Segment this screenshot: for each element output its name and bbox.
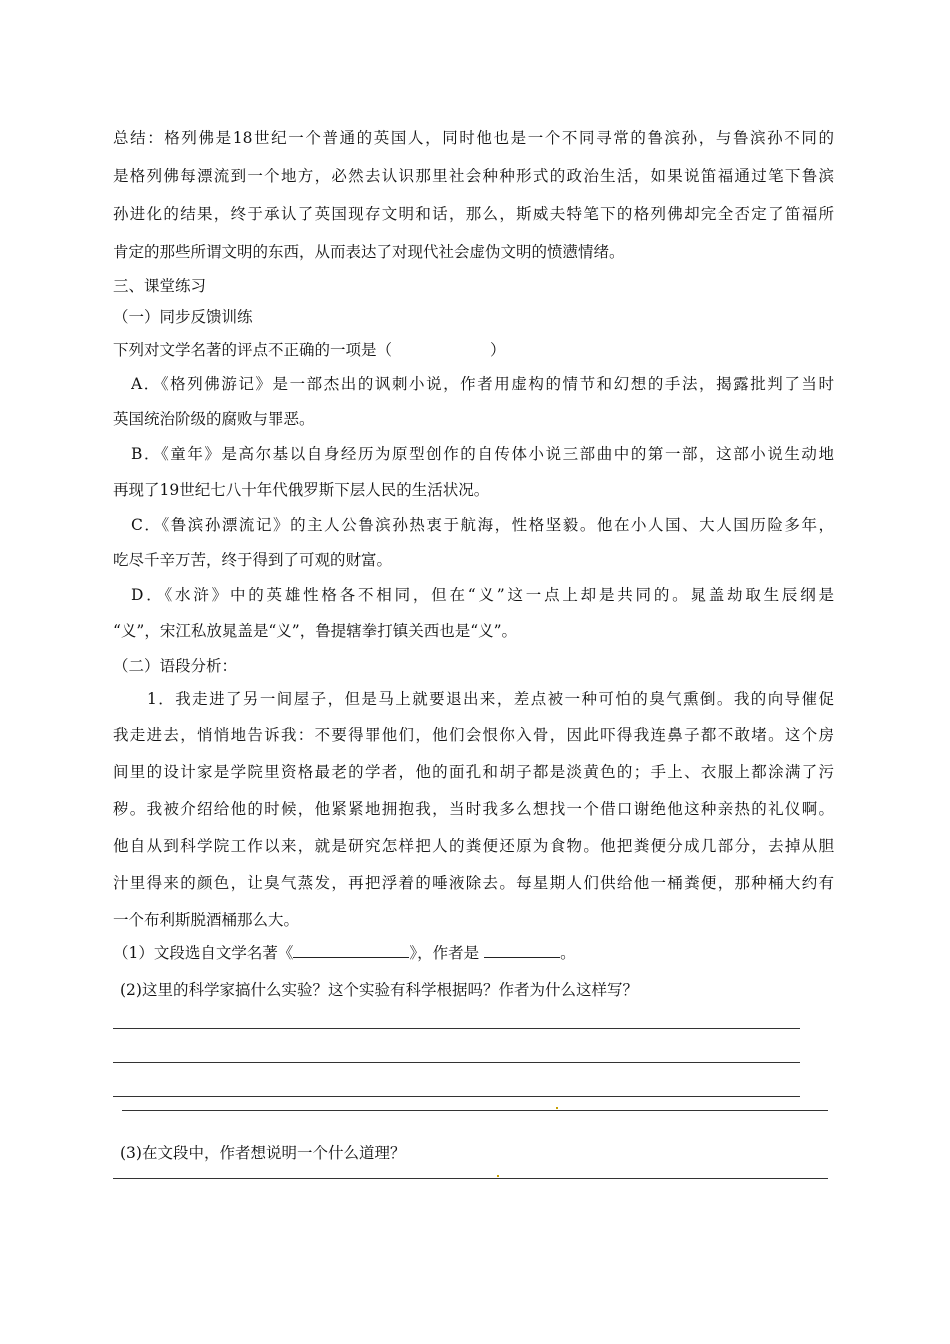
passage-line-1: 1．我走进了另一间屋子，但是马上就要退出来，差点被一种可怕的臭气熏倒。我的向导催促 [147, 690, 834, 708]
summary-line-1: 总结：格列佛是18世纪一个普通的英国人，同时他也是一个不同寻常的鲁滨孙，与鲁滨孙不同的 [113, 129, 834, 147]
passage-line-7: 一个布利斯脱酒桶那么大。 [113, 911, 300, 929]
option-d-line-1: D．《水浒》中的英雄性格各不相同，但在“义”这一点上却是共同的。晁盖劫取生辰纲是 [131, 586, 834, 604]
option-a-line-2: 英国统治阶级的腐败与罪恶。 [113, 410, 315, 428]
passage-line-3: 间里的设计家是学院里资格最老的学者，他的面孔和胡子都是淡黄色的；手上、衣服上都涂满了污 [113, 763, 834, 781]
answer-line-2-4[interactable] [122, 1110, 828, 1111]
answer-line-3-1[interactable] [113, 1178, 828, 1179]
passage-line-5: 他自从到科学院工作以来，就是研究怎样把人的粪便还原为食物。他把粪便分成几部分，去掉从胆 [113, 837, 834, 855]
question-1-mid: 》，作者是 [409, 944, 480, 962]
answer-line-2-1[interactable] [113, 1028, 800, 1029]
answer-line-2-3[interactable] [113, 1096, 800, 1097]
option-b-line-1: B．《童年》是高尔基以自身经历为原型创作的自传体小说三部曲中的第一部，这部小说生动地 [131, 445, 834, 463]
subsection-sync-training: （一）同步反馈训练 [113, 308, 253, 326]
mc-question [113, 340, 506, 360]
answer-line-2-2[interactable] [113, 1062, 800, 1063]
subsection-passage-analysis: （二）语段分析： [113, 657, 238, 675]
mark-dot [556, 1107, 558, 1109]
summary-line-4: 肯定的那些所谓文明的东西，从而表达了对现代社会虚伪文明的愤懑情绪。 [113, 243, 625, 261]
passage-line-2: 我走进去，悄悄地告诉我：不要得罪他们，他们会恨你入骨，因此吓得我连鼻子都不敢堵。这个房 [113, 726, 834, 744]
question-1-prefix: （1）文段选自文学名著《 [113, 944, 294, 962]
question-1-end: 。 [560, 944, 576, 962]
mc-question-text: 下列对文学名著的评点不正确的一项是（ [113, 341, 393, 359]
option-a-line-1: A．《格列佛游记》是一部杰出的讽刺小说，作者用虚构的情节和幻想的手法，揭露批判了当时 [131, 375, 834, 393]
option-c-line-2: 吃尽千辛万苦，终于得到了可观的财富。 [113, 551, 393, 569]
option-d-line-2: “义”，宋江私放晁盖是“义”，鲁提辖拳打镇关西也是“义”。 [113, 622, 518, 640]
book-title-blank[interactable] [293, 943, 409, 958]
mark-dot [497, 1175, 499, 1177]
summary-line-3: 孙进化的结果，终于承认了英国现存文明和话，那么，斯威夫特笔下的格列佛却完全否定了笛福所 [113, 205, 834, 223]
author-blank[interactable] [484, 943, 560, 958]
question-1 [113, 943, 576, 963]
passage-line-4: 秽。我被介绍给他的时候，他紧紧地拥抱我，当时我多么想找一个借口谢绝他这种亲热的礼仪啊。 [113, 800, 834, 818]
mc-question-close: ） [490, 341, 506, 359]
section-heading: 三、课堂练习 [113, 277, 207, 295]
option-c-line-1: C．《鲁滨孙漂流记》的主人公鲁滨孙热衷于航海，性格坚毅。他在小人国、大人国历险多年， [131, 516, 834, 534]
summary-line-2: 是格列佛每漂流到一个地方，必然去认识那里社会种种形式的政治生活，如果说笛福通过笔下鲁滨 [113, 167, 834, 185]
question-3: (3)在文段中，作者想说明一个什么道理？ [120, 1144, 406, 1162]
option-b-line-2: 再现了19世纪七八十年代俄罗斯下层人民的生活状况。 [113, 481, 490, 499]
question-2: (2)这里的科学家搞什么实验？这个实验有科学根据吗？作者为什么这样写？ [120, 981, 638, 999]
passage-line-6: 汁里得来的颜色，让臭气蒸发，再把浮着的唾液除去。每星期人们供给他一桶粪便，那种桶大约有 [113, 874, 834, 892]
